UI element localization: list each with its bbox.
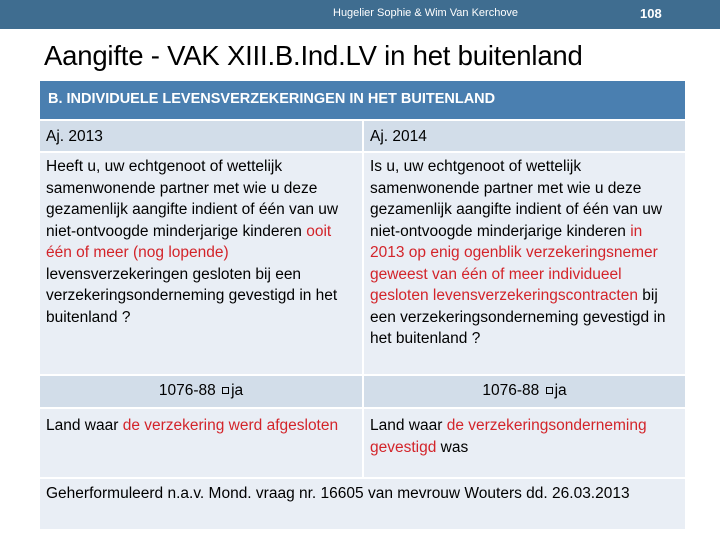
country-2013-prefix: Land waar — [46, 417, 123, 434]
comparison-table — [40, 81, 685, 529]
question-2013-text-1: Heeft u, uw echtgenoot of wettelijk samenwonende partner met wie u deze gezamenlijk aangifte indient of één van uw niet-ontvoogde minderjarige kinderen — [46, 158, 339, 240]
code-2014-cell — [362, 376, 685, 407]
checkbox-2014[interactable] — [546, 387, 553, 394]
question-2013-cell — [40, 153, 362, 374]
footnote-row — [40, 477, 685, 529]
country-2013-highlight: de verzekering werd afgesloten — [122, 417, 339, 434]
country-2014-highlight: de verzekeringsonderneming gevestigd — [370, 417, 647, 456]
checkbox-2014-label: ja — [554, 382, 567, 399]
question-2013-text-2: levensverzekeringen gesloten bij een verzekeringsonderneming gevestigd in het buitenland ? — [46, 265, 338, 326]
code-2014: 1076-88 — [482, 382, 540, 399]
code-2013-cell — [40, 376, 362, 407]
year-2013-cell: Aj. 2013 — [40, 121, 362, 151]
year-2014-cell: Aj. 2014 — [362, 121, 685, 151]
country-2014-cell — [362, 409, 685, 477]
page-number: 108 — [640, 6, 662, 21]
question-2014-text-2: bij een verzekeringsonderneming gevestigd in het buitenland ? — [370, 287, 666, 347]
section-header: B. INDIVIDUELE LEVENSVERZEKERINGEN IN HET BUITENLAND — [40, 81, 685, 119]
footnote: Geherformuleerd n.a.v. Mond. vraag nr. 16605 van mevrouw Wouters dd. 26.03.2013 — [40, 479, 685, 529]
top-bar — [0, 0, 720, 29]
country-row — [40, 407, 685, 477]
checkbox-2013[interactable] — [222, 387, 229, 394]
code-row — [40, 374, 685, 407]
checkbox-2013-label: ja — [231, 382, 244, 399]
question-2014-cell — [362, 153, 685, 374]
question-2014-highlight: in 2013 op enig ogenblik verzekeringsnemer geweest van één of meer individueel gesloten levensverzekeringscontracten — [370, 222, 658, 304]
country-2013-cell — [40, 409, 362, 477]
year-row — [40, 119, 685, 151]
country-2014-prefix: Land waar — [370, 417, 447, 434]
country-2014-suffix: was — [436, 438, 469, 456]
question-2014-text-1: Is u, uw echtgenoot of wettelijk samenwonende partner met wie u deze gezamenlijk aangifte indient of één van uw niet-ontvoogde minderjarige kinderen — [370, 158, 663, 240]
question-2013-highlight: ooit één of meer (nog lopende) — [46, 222, 332, 261]
author-credit: Hugelier Sophie & Wim Van Kerchove — [333, 7, 519, 19]
question-row — [40, 151, 685, 374]
code-2013: 1076-88 — [158, 382, 216, 399]
slide-title: Aangifte - VAK XIII.B.Ind.LV in het buitenland — [44, 40, 583, 71]
